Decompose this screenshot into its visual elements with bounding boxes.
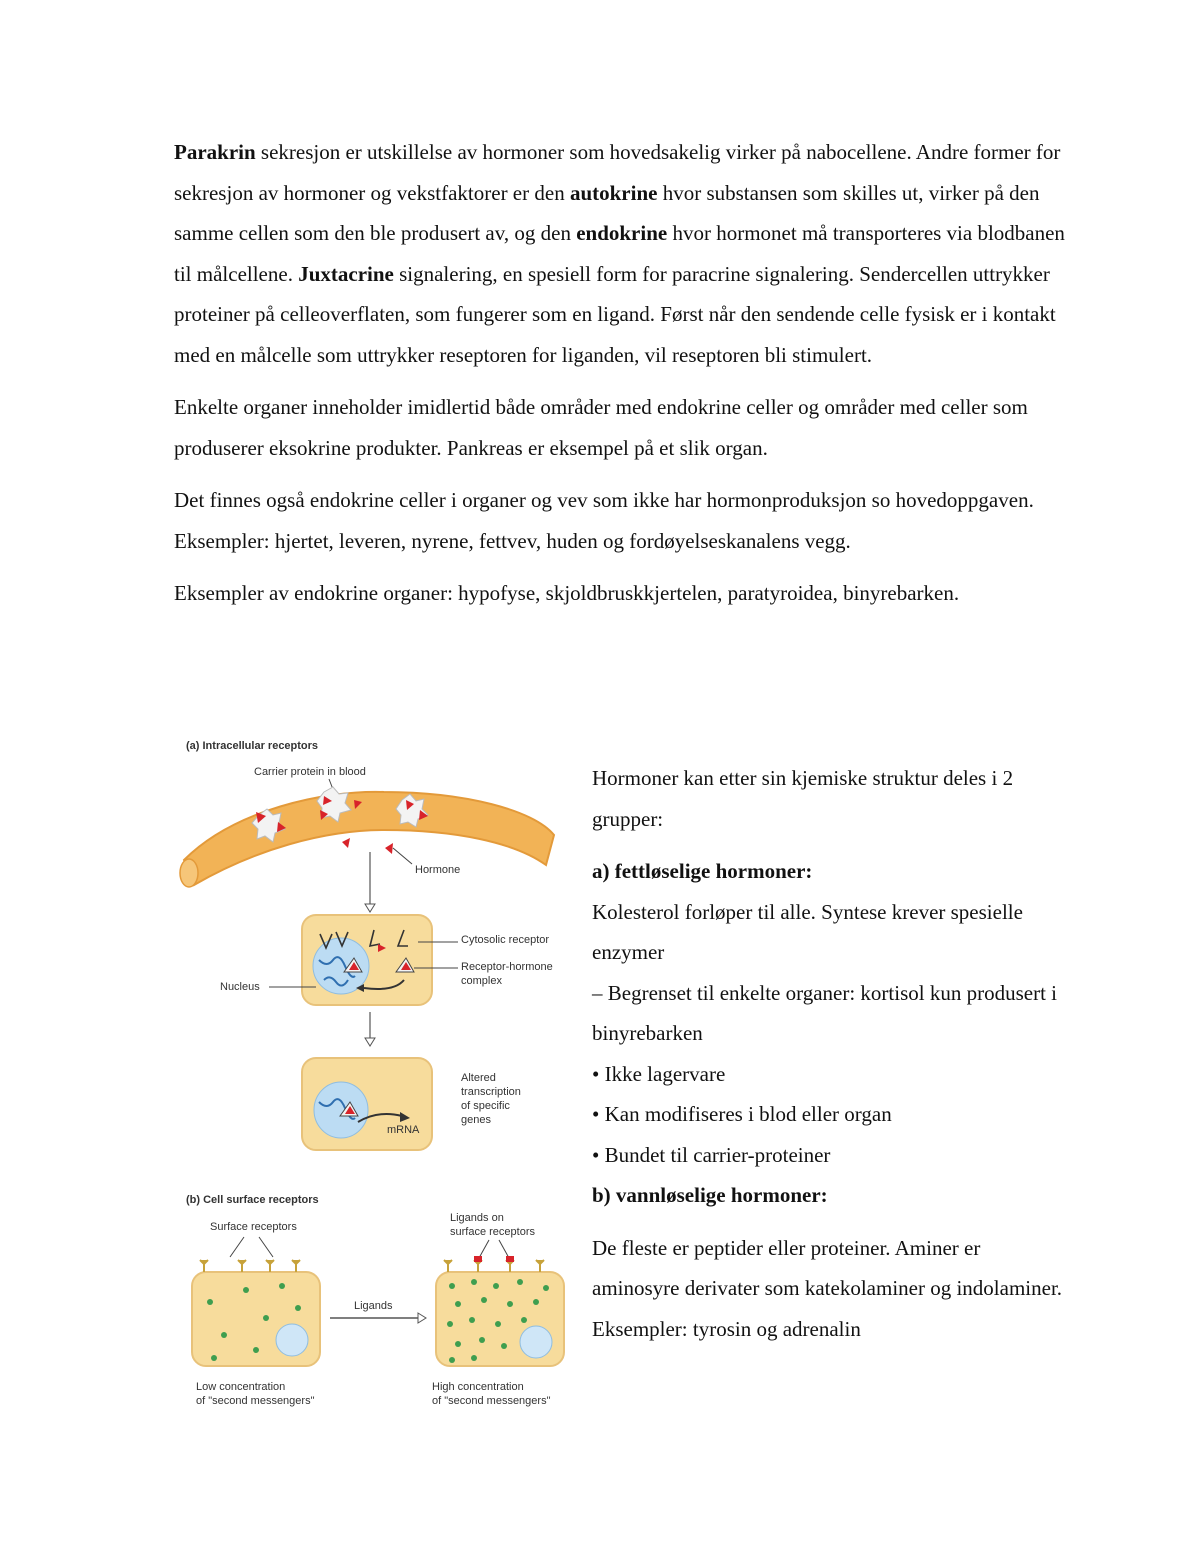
group-b-text: De fleste er peptider eller proteiner. Aminer er aminosyre derivater som katekolaminer og indolaminer. Eksempler: tyrosin og adrenalin — [592, 1235, 1063, 1341]
surface-receptors-label: Surface receptors — [210, 1221, 297, 1233]
term-juxtacrine: Juxtacrine — [298, 261, 394, 286]
nucleus — [314, 1082, 368, 1138]
group-a-bullet-2: • Kan modifiseres i blod eller organ — [592, 1102, 892, 1126]
hormone-groups-text — [592, 758, 1072, 1349]
nucleus-label: Nucleus — [220, 981, 260, 993]
text-span: sekresjon er utskillelse av hormoner som hovedsakelig virker på nabocellene. Andre former for sekresjon av hormoner og vekstfaktorer er den — [174, 140, 1061, 205]
paragraph-organs: Enkelte organer inneholder imidlertid både områder med endokrine celler og områder med celler som produserer eksokrine produkter. Pankreas er eksempel på et slik organ. — [174, 395, 1028, 460]
group-a-line-2: – Begrenset til enkelte organer: kortisol kun produsert i binyrebarken — [592, 980, 1058, 1045]
text-span: signalering, en spesiell form for paracrine signalering. Sendercellen uttrykker proteiner på celleoverflaten, som fungerer som en ligand. Først når den sendende celle fysisk er i kontakt med en målcelle som uttrykker reseptoren for liganden, vil reseptoren bli stimulert. — [174, 261, 1056, 367]
blood-vessel — [184, 792, 554, 885]
term-endokrine: endokrine — [576, 221, 668, 245]
paragraph-examples: Eksempler av endokrine organer: hypofyse, skjoldbruskkjertelen, paratyroidea, binyrebarken. — [174, 581, 960, 605]
hormone-label: Hormone — [415, 864, 461, 876]
receptor-hormone-label: Receptor-hormone — [461, 961, 553, 973]
specific-label: of specific — [461, 1100, 510, 1112]
group-a-bullet-3: • Bundet til carrier-proteiner — [592, 1142, 831, 1167]
high-concentration-label: High concentration — [432, 1381, 524, 1393]
groups-intro: Hormoner kan etter sin kjemiske struktur deles i 2 grupper: — [592, 766, 1014, 831]
altered-label: Altered — [461, 1072, 496, 1084]
paragraph-paracrine — [174, 132, 1074, 375]
complex-label: complex — [461, 975, 502, 987]
group-a-bullet-1: • Ikke lagervare — [592, 1061, 726, 1086]
cytosolic-receptor-label: Cytosolic receptor — [461, 934, 550, 946]
term-parakrin: Parakrin — [174, 140, 256, 164]
group-a-heading: a) fettløselige hormoner: — [592, 859, 813, 883]
figure-a-title: (a) Intracellular receptors — [186, 740, 319, 752]
group-a-line-1: Kolesterol forløper til alle. Syntese krever spesielle enzymer — [592, 899, 1023, 964]
hormone-receptor-figure — [174, 730, 580, 1412]
hormone-icon — [342, 838, 350, 848]
text-span: hvor substansen som skilles ut, virker på den samme cellen som den ble produsert av, og den — [174, 180, 1040, 245]
figure-b-title: (b) Cell surface receptors — [186, 1194, 319, 1206]
ligands-on-label: Ligands on — [450, 1212, 504, 1224]
hormone-icon — [385, 843, 393, 854]
body-text — [174, 132, 1074, 626]
transcription-label: transcription — [461, 1086, 521, 1098]
text-span: hvor hormonet må transporteres via blodbanen til målcellene. — [174, 221, 1065, 286]
high-messengers-label: of "second messengers" — [432, 1395, 551, 1407]
term-autokrine: autokrine — [569, 180, 658, 205]
paragraph-endocrine-cells: Det finnes også endokrine celler i organer og vev som ikke har hormonproduksjon so hovedoppgaven. Eksempler: hjertet, leveren, nyrene, fettvev, huden og fordøyelseskanalens vegg. — [174, 488, 1034, 553]
ligands-label: Ligands — [354, 1300, 393, 1312]
surface-receptors-sub-label: surface receptors — [450, 1226, 535, 1238]
mrna-label: mRNA — [387, 1124, 420, 1136]
low-messengers-label: of "second messengers" — [196, 1395, 315, 1407]
genes-label: genes — [461, 1114, 491, 1126]
low-concentration-label: Low concentration — [196, 1381, 286, 1393]
group-b-heading: b) vannløselige hormoner: — [592, 1183, 828, 1207]
carrier-protein-label: Carrier protein in blood — [254, 766, 366, 778]
